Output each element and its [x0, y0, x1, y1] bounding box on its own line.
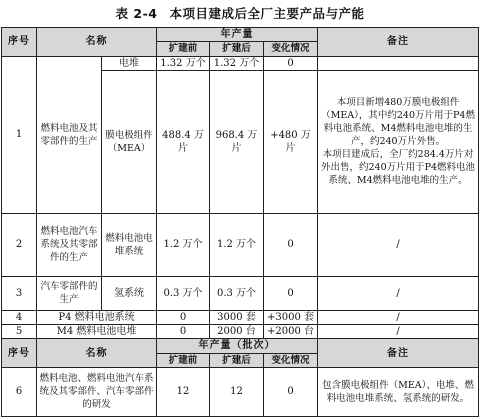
capacity-after: 12 — [210, 367, 264, 416]
product-name: 电堆 — [102, 56, 157, 70]
capacity-change: +480 万片 — [264, 70, 318, 213]
table-number: 表 2-4 — [115, 6, 158, 21]
remark: 包含膜电极组件（MEA）、电堆、燃料电池电堆系统、氢系统的研发。 — [318, 367, 479, 416]
capacity-before: 1.32 万个 — [157, 56, 210, 70]
row-seq: 4 — [2, 310, 37, 324]
capacity-before: 0 — [157, 325, 210, 339]
header-remark: 备注 — [318, 339, 479, 368]
product-name: 燃料电池、燃料电池汽车系统及其零部件、汽车零部件的研发 — [37, 367, 157, 416]
table-row — [2, 367, 479, 416]
capacity-after: 2000 台 — [210, 325, 264, 339]
row-seq: 2 — [2, 213, 37, 276]
table-row — [2, 213, 479, 276]
product-name: 燃料电池电堆系统 — [102, 213, 157, 276]
table-title: 本项目建成后全厂主要产品与产能 — [169, 6, 365, 21]
capacity-before: 488.4 万片 — [157, 70, 210, 213]
capacity-change: 0 — [264, 56, 318, 70]
remark: / — [318, 213, 479, 276]
header-name: 名称 — [37, 339, 157, 368]
table-caption — [0, 3, 480, 25]
row-seq: 5 — [2, 325, 37, 339]
remark: 本项目新增480万膜电极组件（MEA），其中约240万片用于P4燃料电池系统、M4燃料电池电堆的生产，约240万片外售。 本项目建成后，全厂约284.4万片对外出售，约240万片用于P4燃料电池系统、M4燃料电池电堆的生产。 — [318, 70, 479, 213]
product-name: 膜电极组件（MEA） — [102, 70, 157, 213]
capacity-before: 1.2 万个 — [157, 213, 210, 276]
table-row — [2, 325, 479, 339]
table-row — [2, 310, 479, 324]
header-annual-batch: 年产量（批次） — [157, 339, 318, 353]
header-remark: 备注 — [318, 28, 479, 57]
capacity-after: 968.4 万片 — [210, 70, 264, 213]
capacity-after: 3000 套 — [210, 310, 264, 324]
remark — [318, 56, 479, 70]
capacity-change: +3000 套 — [264, 310, 318, 324]
capacity-before: 0.3 万个 — [157, 277, 210, 311]
header-after: 扩建后 — [210, 353, 264, 367]
remark: / — [318, 310, 479, 324]
header-seq: 序号 — [2, 339, 37, 368]
capacity-after: 0.3 万个 — [210, 277, 264, 311]
header-row — [2, 28, 479, 42]
header-annual: 年产量 — [157, 28, 318, 42]
header-before: 扩建前 — [157, 353, 210, 367]
capacity-after: 1.32 万个 — [210, 56, 264, 70]
row-seq: 1 — [2, 56, 37, 213]
row-group: 汽车零部件的生产 — [37, 277, 102, 311]
capacity-change: 0 — [264, 213, 318, 276]
capacity-before: 12 — [157, 367, 210, 416]
product-name: M4 燃料电池电堆 — [37, 325, 157, 339]
header-change: 变化情况 — [264, 42, 318, 56]
product-capacity-table — [1, 27, 479, 417]
remark: / — [318, 277, 479, 311]
row-group: 燃料电池汽车系统及其零部件的生产 — [37, 213, 102, 276]
header-change: 变化情况 — [264, 353, 318, 367]
header-row — [2, 339, 479, 353]
capacity-change: +2000 台 — [264, 325, 318, 339]
row-seq: 3 — [2, 277, 37, 311]
row-group: 燃料电池及其零部件的生产 — [37, 56, 102, 213]
remark: / — [318, 325, 479, 339]
header-seq: 序号 — [2, 28, 37, 57]
header-name: 名称 — [37, 28, 157, 57]
product-name: 氢系统 — [102, 277, 157, 311]
capacity-change: 0 — [264, 367, 318, 416]
table-row — [2, 277, 479, 311]
capacity-before: 0 — [157, 310, 210, 324]
capacity-after: 1.2 万个 — [210, 213, 264, 276]
header-before: 扩建前 — [157, 42, 210, 56]
table-row — [2, 56, 479, 70]
row-seq: 6 — [2, 367, 37, 416]
header-after: 扩建后 — [210, 42, 264, 56]
product-name: P4 燃料电池系统 — [37, 310, 157, 324]
capacity-change: 0 — [264, 277, 318, 311]
